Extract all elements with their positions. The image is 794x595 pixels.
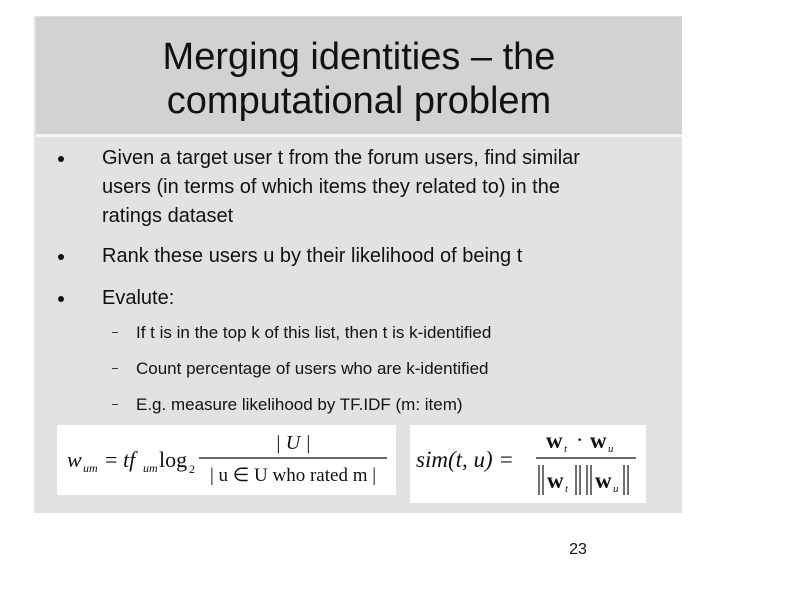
bullet-text-line: ratings dataset — [102, 205, 234, 227]
bullet-text-line: Evalute: — [102, 287, 175, 309]
denominator-w-u-subscript: u — [613, 483, 619, 495]
numerator-w-t-subscript: t — [564, 443, 568, 455]
title-line-1: Merging identities – the — [162, 36, 556, 78]
sub-bullet-text: Count percentage of users who are k-identified — [136, 359, 489, 378]
title-line-2: computational problem — [166, 80, 552, 122]
page-number: 23 — [569, 541, 587, 558]
fraction-numerator: | U | — [275, 432, 311, 454]
fraction-denominator: | u ∈ U who rated m | — [209, 465, 377, 486]
bullet-dot-icon — [58, 254, 64, 260]
dash-icon — [112, 332, 118, 333]
numerator-w-t: w — [546, 428, 563, 453]
weight-subscript: um — [83, 461, 98, 475]
weight-symbol: w — [67, 447, 82, 472]
dash-icon — [112, 368, 118, 369]
log-base: 2 — [189, 462, 195, 476]
bullet-text-line: Rank these users u by their likelihood of being t — [102, 245, 523, 267]
dash-icon — [112, 404, 118, 405]
dot-product-symbol: · — [576, 427, 584, 452]
bullet-dot-icon — [58, 296, 64, 302]
denominator-w-u: w — [595, 468, 612, 493]
tf-symbol: tf — [123, 447, 136, 472]
slide-title — [36, 35, 682, 123]
tf-subscript: um — [143, 461, 158, 475]
tfidf-formula-graphic — [57, 425, 396, 495]
similarity-formula — [410, 425, 646, 503]
sim-lhs: sim(t, u) = — [416, 447, 514, 472]
bullet-text-line: users (in terms of which items they related to) in the — [102, 176, 560, 198]
denominator-w-t-subscript: t — [565, 483, 569, 495]
numerator-w-u-subscript: u — [608, 443, 614, 455]
log-symbol: log — [159, 447, 188, 472]
sub-bullet-text: If t is in the top k of this list, then t is k-identified — [136, 323, 492, 342]
bullet-text-line: Given a target user t from the forum users, find similar — [102, 147, 580, 169]
denominator-w-t: w — [547, 468, 564, 493]
tfidf-formula — [57, 425, 396, 495]
sub-bullet-text: E.g. measure likelihood by TF.IDF (m: item) — [136, 395, 463, 414]
similarity-formula-graphic — [410, 425, 646, 503]
bullet-dot-icon — [58, 156, 64, 162]
numerator-w-u: w — [590, 428, 607, 453]
equals-sign: = — [105, 447, 118, 472]
